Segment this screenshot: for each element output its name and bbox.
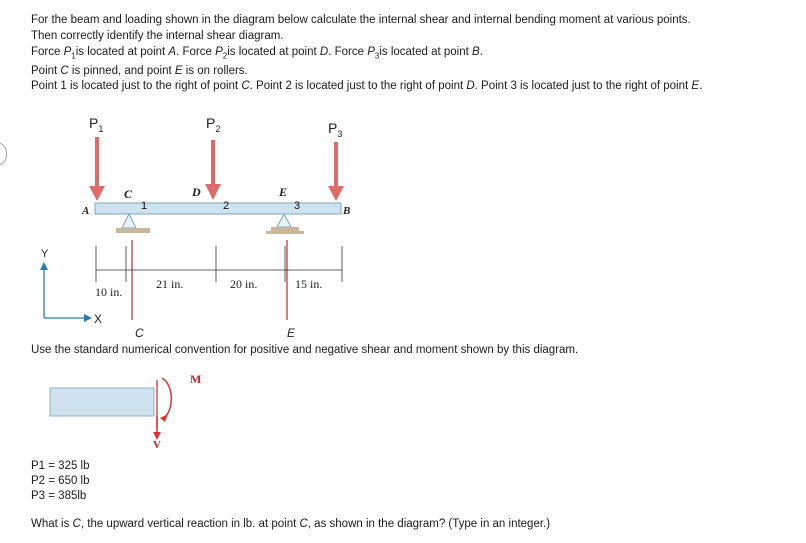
convention-beam <box>50 388 154 416</box>
force-p3-label: $P_3$ <box>328 120 343 139</box>
force-p3-arrow <box>328 142 344 201</box>
force-p1-label: $P_1$ <box>89 115 104 134</box>
point-1-label: 1 <box>141 200 148 212</box>
label-c: C <box>124 187 133 201</box>
moment-arrow <box>162 378 171 416</box>
axis-y-arrow <box>40 262 48 318</box>
point-3-label: 3 <box>294 200 301 212</box>
label-e: E <box>279 185 288 199</box>
dim-21-in: 21 in. <box>156 277 184 291</box>
given-p1: P1 = 325 lb <box>31 460 90 472</box>
label-a: A <box>82 205 90 217</box>
shear-label: V <box>153 439 161 450</box>
reaction-e-label: E <box>287 326 296 340</box>
axis-y-label: Y <box>41 248 49 260</box>
label-d: D <box>192 185 201 199</box>
beam <box>95 203 341 214</box>
force-p2-arrow <box>205 140 221 200</box>
moment-arrowhead <box>160 414 168 422</box>
roller-support-e <box>266 214 304 234</box>
convention-text: Use the standard numerical convention for positive and negative shear and moment shown by this diagram. <box>31 344 579 356</box>
question-text: What is C, the upward vertical reaction in lb. at point C, as shown in the diagram? (Type in an integer.) <box>31 518 551 530</box>
problem-line-5: Point 1 is located just to the right of point C. Point 2 is located just to the right of point D. Point 3 is located just to the right of point E. <box>31 80 703 92</box>
problem-line-4: Point C is pinned, and point E is on rollers. <box>31 65 248 77</box>
point-2-label: 2 <box>223 200 230 212</box>
label-b: B <box>343 205 351 217</box>
dim-15-in: 15 in. <box>295 277 323 291</box>
force-p2-label: $P_2$ <box>206 115 221 134</box>
moment-label: M <box>190 372 202 386</box>
sign-convention-diagram <box>40 370 220 450</box>
problem-line-2: Then correctly identify the internal shear diagram. <box>31 30 284 42</box>
dim-20-in: 20 in. <box>230 277 258 291</box>
pin-support-c <box>116 214 150 233</box>
axis-x-label: X <box>94 312 103 326</box>
given-p2: P2 = 650 lb <box>31 475 90 487</box>
problem-line-1: For the beam and loading shown in the diagram below calculate the internal shear and internal bending moment at various points. <box>31 14 691 26</box>
given-p3: P3 = 385lb <box>31 490 87 502</box>
axis-x-arrow <box>44 314 92 322</box>
reaction-c-label: C <box>135 326 144 340</box>
beam-diagram <box>0 100 806 345</box>
problem-line-3: Force $P_1is$ located at point A. Force $P_2is$ located at point D. Force $P_3is$ located at point B. <box>31 46 483 61</box>
dim-10-in: 10 in. <box>95 285 123 299</box>
force-p1-arrow <box>89 137 105 201</box>
